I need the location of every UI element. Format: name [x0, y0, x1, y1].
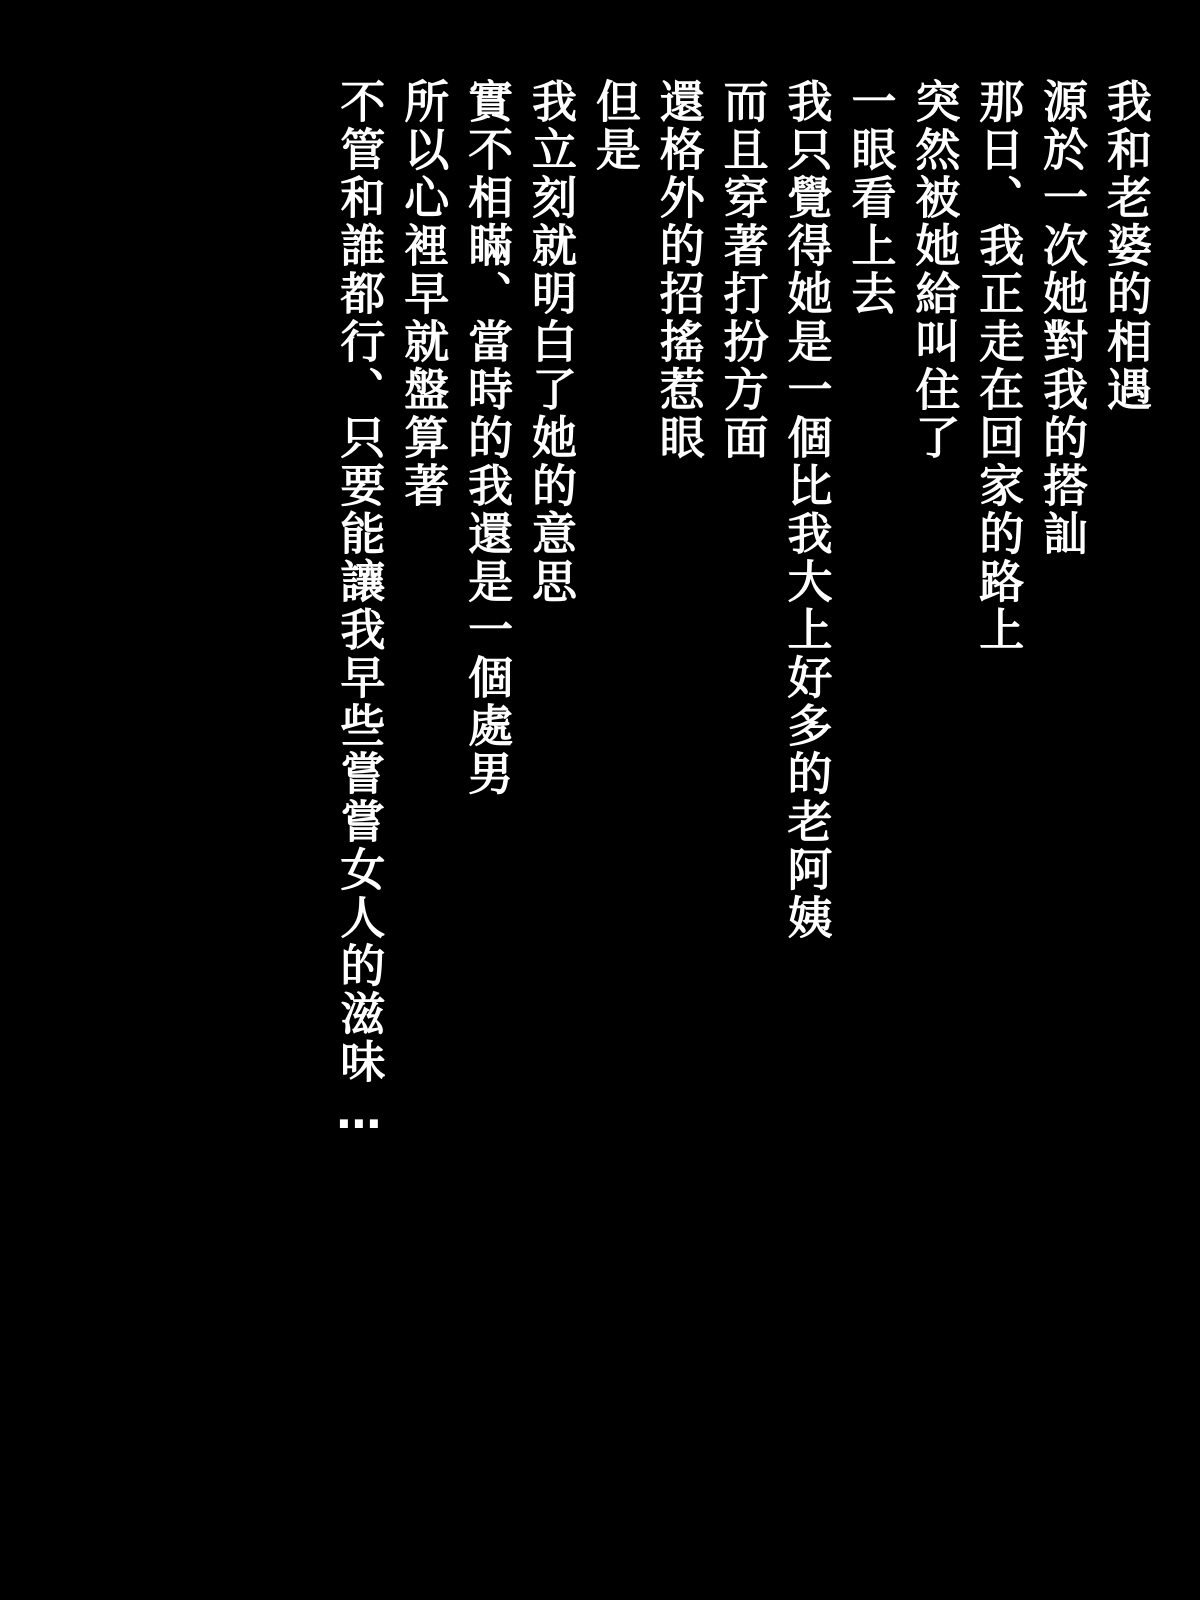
- text-line: 但是: [587, 78, 641, 174]
- text-line: 一眼看上去: [843, 78, 897, 318]
- vertical-text-block: [40, 78, 1152, 1480]
- text-line: 源於一次她對我的搭訕: [1035, 78, 1089, 558]
- text-line: 突然被她給叫住了: [907, 78, 961, 462]
- text-line: 我立刻就明白了她的意思: [523, 78, 577, 606]
- text-line: 我和老婆的相遇: [1099, 78, 1152, 414]
- text-line: 而且穿著打扮方面: [715, 78, 769, 462]
- text-line: 我只覺得她是一個比我大上好多的老阿姨: [779, 78, 833, 942]
- text-line: 還格外的招搖惹眼: [651, 78, 705, 462]
- text-line: 那日、我正走在回家的路上: [971, 78, 1025, 654]
- text-line: 不管和誰都行、只要能讓我早些嘗嘗女人的滋味…: [332, 78, 386, 1142]
- text-line: 實不相瞞、當時的我還是一個處男: [460, 78, 514, 798]
- text-line: 所以心裡早就盤算著: [396, 78, 450, 510]
